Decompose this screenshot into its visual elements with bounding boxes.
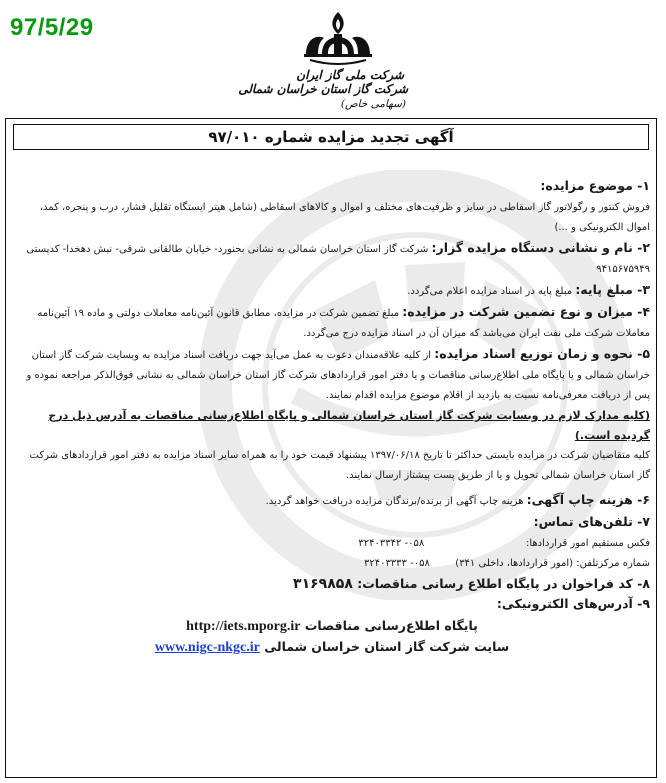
company-name-line-1: شرکت ملی گاز ایران [296,68,404,82]
section-1-text: فروش کنتور و رگولاتور گاز اسقاطی در سایز و ظرفیت‌های مختلف و اموال و کالاهای اسقاطی (شامل هیتر ایستگاه تقلیل فشار، درب و پنجره، کمد، اموال الکترونیکی و ...) [39,202,650,233]
company-type-line: (سهامی خاص) [340,98,406,110]
section-8-heading: ۸- کد فراخوان در پایگاه اطلاع رسانی مناقصات: [357,576,650,591]
site-2-label: سایت شرکت گاز استان خراسان شمالی [264,639,510,654]
section-6-text: هزینه چاپ آگهی از برنده/برندگان مزایده دریافت خواهد گردید. [265,496,524,507]
section-5-heading: ۵- نحوه و زمان توزیع اسناد مزایده: [434,346,650,361]
section-7-heading: ۷- تلفن‌های تماس: [533,514,650,529]
section-9-heading: ۹- آدرس‌های الکترونیکی: [496,596,650,611]
date-stamp: 97/5/29 [10,14,94,41]
fax-label: فکس مستقیم امور قراردادها: [525,538,650,549]
section-3-heading: ۳- مبلغ پایه: [575,282,650,297]
section-5-text: از کلیه علاقه‌مندان دعوت به عمل می‌آید جهت دریافت اسناد مزایده به وبسایت شرکت گاز استان خراسان شمالی و یا پایگاه ملی اطلاع‌رسانی مناقصات و یا دفتر امور قراردادهای شرکت گاز استان خراسان شمالی به نشانی فوق‌الذکر مراجعه نموده و پس از دریافت معرفی‌نامه نسبت به بازدید از اقلام موضوع مزایده اقدام نمایند. [26,350,650,401]
section-2-heading: ۲- نام و نشانی دستگاه مزایده گزار: [431,240,650,255]
site-2-link[interactable]: www.nigc-nkgc.ir [154,640,260,655]
fax-number[interactable]: ۰۵۸- ۳۲۴۰۳۳۴۲ [358,538,425,549]
company-name-line-2: شرکت گاز استان خراسان شمالی [238,82,408,96]
section-1-heading: ۱- موضوع مزایده: [540,178,650,193]
documents-notice: (کلیه مدارک لازم در وبسایت شرکت گاز استان خراسان شمالی و پایگاه اطلاع‌رسانی مناقصات به آدرس ذیل درج گردیده است.) [48,409,650,442]
section-4-text: مبلغ تضمین شرکت در مزایده، مطابق قانون آئین‌نامه معاملات دولتی و ماده ۱۹ آئین‌نامه معاملات شرکت ملی نفت ایران می‌باشد که میزان آن در اسناد مزایده درج می‌گردد. [37,308,650,339]
site-2-row [14,637,650,658]
letterhead [0,0,666,115]
notice-title: آگهی تجدید مزایده شماره ۹۷/۰۱۰ [13,124,649,150]
section-3-text: مبلغ پایه در اسناد مزایده اعلام می‌گردد. [407,286,573,297]
section-2-text: شرکت گاز استان خراسان شمالی به نشانی بجنورد- خیابان طالقانی شرقی- نبش دهخدا- کدپستی ۹۴۱۵۶۷۵۹۴۹ [26,244,650,275]
site-1-row [14,616,650,637]
notice-body [14,176,650,658]
site-1-url[interactable]: http://iets.mporg.ir [186,619,301,634]
central-phone-number[interactable]: ۰۵۸- ۳۲۴۰۳۳۳۳ [363,558,430,569]
section-4-heading: ۴- میزان و نوع تضمین شرکت در مزایده: [402,304,650,319]
nigc-flame-logo-icon [300,10,376,72]
tender-code: ۳۱۶۹۸۵۸ [293,576,353,592]
central-phone-label: شماره مرکزتلفن: (امور قراردادها، داخلی ۳۴۱) [455,558,650,569]
submission-deadline: کلیه متقاضیان شرکت در مزایده بایستی حداکثر تا تاریخ ۱۳۹۷/۰۶/۱۸ پیشنهاد قیمت خود را به همراه سایر اسناد مزایده به دفتر امور قراردادهای شرکت گاز استان خراسان شمالی تحویل و یا از طریق پست پیشتاز ارسال نمایند. [29,450,650,481]
site-1-label: پایگاه اطلاع‌رسانی مناقصات [304,618,478,633]
section-6-heading: ۶- هزینه چاپ آگهی: [526,492,650,507]
